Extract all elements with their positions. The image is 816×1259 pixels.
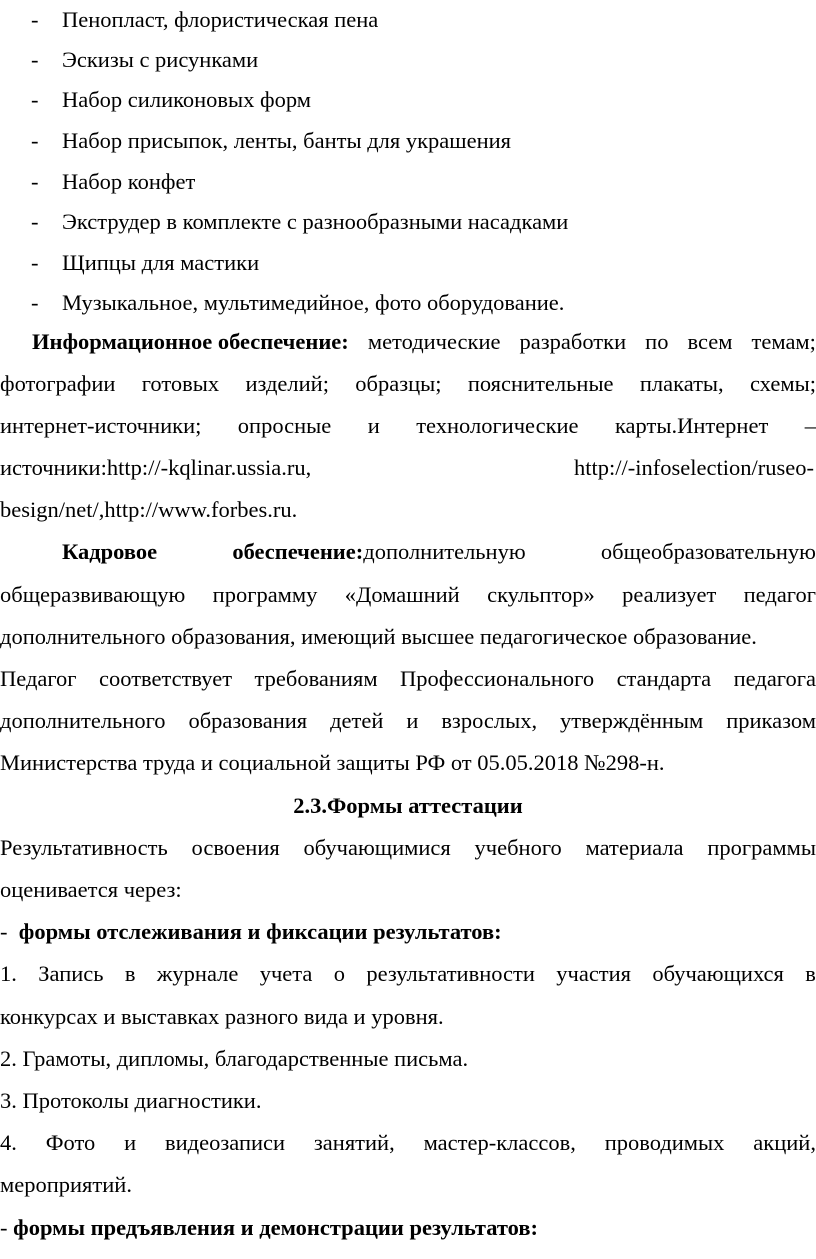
bullet-text: Набор силиконовых форм <box>62 87 312 112</box>
word: готовых <box>141 371 220 396</box>
bullet-text: Набор присыпок, ленты, банты для украшения <box>62 128 512 153</box>
bullet-item <box>0 0 816 40</box>
bullet-text: Пенопласт, флористическая пена <box>62 7 379 32</box>
results-item-4a <box>0 1123 816 1163</box>
word: педагог <box>743 582 816 607</box>
results-subheading-1: - формы отслеживания и фиксации результатов: <box>0 919 502 944</box>
word: Фото <box>45 1130 96 1155</box>
bullet-item <box>0 121 816 161</box>
results-item-4b: мероприятий. <box>0 1172 132 1197</box>
word: учебного <box>474 835 562 860</box>
bullet-text: Эскизы с рисунками <box>62 47 259 72</box>
word: схемы; <box>749 371 816 396</box>
word: Результативность <box>0 835 168 860</box>
word: общеразвивающую <box>0 582 186 607</box>
word: требованиям <box>254 666 378 691</box>
word: в <box>805 961 816 986</box>
staff-line-2 <box>0 575 816 615</box>
word: педагога <box>733 666 816 691</box>
word: программу <box>212 582 318 607</box>
word: видеозаписи <box>165 1130 286 1155</box>
staff-line-6: Министерства труда и социальной защиты РФ от 05.05.2018 №298-н. <box>0 750 665 775</box>
dash: - <box>31 290 39 315</box>
word: программы <box>707 835 816 860</box>
word: технологические <box>416 413 579 438</box>
word: Запись <box>38 961 104 986</box>
info-line-4-text <box>0 448 814 488</box>
word: результативности <box>366 961 535 986</box>
section-title: 2.3.Формы аттестации <box>293 793 523 818</box>
staff-line-1 <box>0 532 816 572</box>
word: образцы; <box>355 371 442 396</box>
results-line-1 <box>0 828 816 868</box>
dash: - <box>31 250 39 275</box>
word: детей <box>330 708 384 733</box>
dash: - <box>31 87 39 112</box>
word: всем <box>687 329 733 354</box>
word: стандарта <box>616 666 712 691</box>
link-forbes[interactable]: besign/net/,http://www.forbes.ru. <box>0 497 298 522</box>
word: 4. <box>0 1130 17 1155</box>
word: в <box>124 961 136 986</box>
dash: - <box>31 169 39 194</box>
word: взрослых, <box>441 708 538 733</box>
word: дополнительного <box>0 708 166 733</box>
word: мастер-классов, <box>423 1130 576 1155</box>
word: утверждённым <box>560 708 704 733</box>
word: участия <box>556 961 632 986</box>
word: пояснительные <box>467 371 614 396</box>
staff-line-4 <box>0 659 816 699</box>
word: и <box>406 708 419 733</box>
link-infoselection[interactable]: http://-infoselection/ruseo- <box>574 455 814 480</box>
results-item-2: 2. Грамоты, дипломы, благодарственные письма. <box>0 1046 469 1071</box>
word: Профессионального <box>400 666 595 691</box>
word: журнале <box>156 961 239 986</box>
word: акций, <box>753 1130 816 1155</box>
word: соответствует <box>99 666 233 691</box>
bullet-item <box>0 162 816 202</box>
bullet-item <box>0 243 816 283</box>
info-line-3 <box>0 406 816 446</box>
word: – <box>804 413 816 438</box>
dash: - <box>31 47 39 72</box>
word: обучающимися <box>303 835 451 860</box>
word: темам; <box>751 329 816 354</box>
word: о <box>333 961 345 986</box>
info-label: Информационное обеспечение: <box>32 329 349 354</box>
dash: - <box>31 7 39 32</box>
staff-label-2: обеспечение: <box>232 539 364 564</box>
word: и <box>367 413 380 438</box>
word: изделий; <box>245 371 329 396</box>
word: Педагог <box>0 666 77 691</box>
word: приказом <box>726 708 816 733</box>
results-item-1a <box>0 954 816 994</box>
word: разработки <box>519 329 627 354</box>
staff-label-1: Кадровое <box>62 539 158 564</box>
results-item-1b: конкурсах и выставках разного вида и уровня. <box>0 1004 444 1029</box>
staff-line-1-text <box>62 532 816 572</box>
info-line-2 <box>0 364 816 404</box>
word: и <box>124 1130 137 1155</box>
bullet-text: Экструдер в комплекте с разнообразными насадками <box>62 209 569 234</box>
bullet-item <box>0 283 816 323</box>
word: фотографии <box>0 371 116 396</box>
info-line-1 <box>0 322 816 362</box>
word: интернет-источники; <box>0 413 202 438</box>
dash: - <box>0 919 8 944</box>
word: методические <box>367 329 501 354</box>
word: опросные <box>237 413 332 438</box>
staff-line-5 <box>0 701 816 741</box>
word: плакаты, <box>639 371 724 396</box>
link-kqlinar[interactable]: источники:http://-kqlinar.ussia.ru, <box>0 455 312 480</box>
bullet-item <box>0 40 816 80</box>
bullet-text: Музыкальное, мультимедийное, фото оборудование. <box>62 290 565 315</box>
word: скульптор» <box>487 582 595 607</box>
word: материала <box>585 835 684 860</box>
word: «Домашний <box>344 582 460 607</box>
word: по <box>645 329 669 354</box>
staff-line-1-word-1: дополнительную <box>363 539 526 564</box>
results-subheading-2: - формы предъявления и демонстрации результатов: <box>0 1215 538 1240</box>
word: карты.Интернет <box>614 413 769 438</box>
word: образования <box>188 708 308 733</box>
bullet-text: Набор конфет <box>62 169 196 194</box>
dash: - <box>31 128 39 153</box>
word: учета <box>259 961 313 986</box>
info-line-1-text <box>32 322 816 362</box>
word: 1. <box>0 961 17 986</box>
results-line-2: оценивается через: <box>0 877 182 902</box>
bullet-item <box>0 80 816 120</box>
word: реализует <box>622 582 717 607</box>
info-line-4 <box>0 448 816 488</box>
word: занятий, <box>313 1130 395 1155</box>
staff-label-group <box>232 532 525 572</box>
staff-line-1-word-2: общеобразовательную <box>600 539 816 564</box>
dash: - <box>0 1215 8 1240</box>
word: обучающихся <box>652 961 784 986</box>
bullet-item <box>0 202 816 242</box>
dash: - <box>31 209 39 234</box>
info-line-5 <box>0 490 816 530</box>
staff-line-3: дополнительного образования, имеющий высшее педагогическое образование. <box>0 624 757 649</box>
word: проводимых <box>604 1130 725 1155</box>
bullet-text: Щипцы для мастики <box>62 250 260 275</box>
word: освоения <box>191 835 280 860</box>
results-item-3: 3. Протоколы диагностики. <box>0 1088 262 1113</box>
